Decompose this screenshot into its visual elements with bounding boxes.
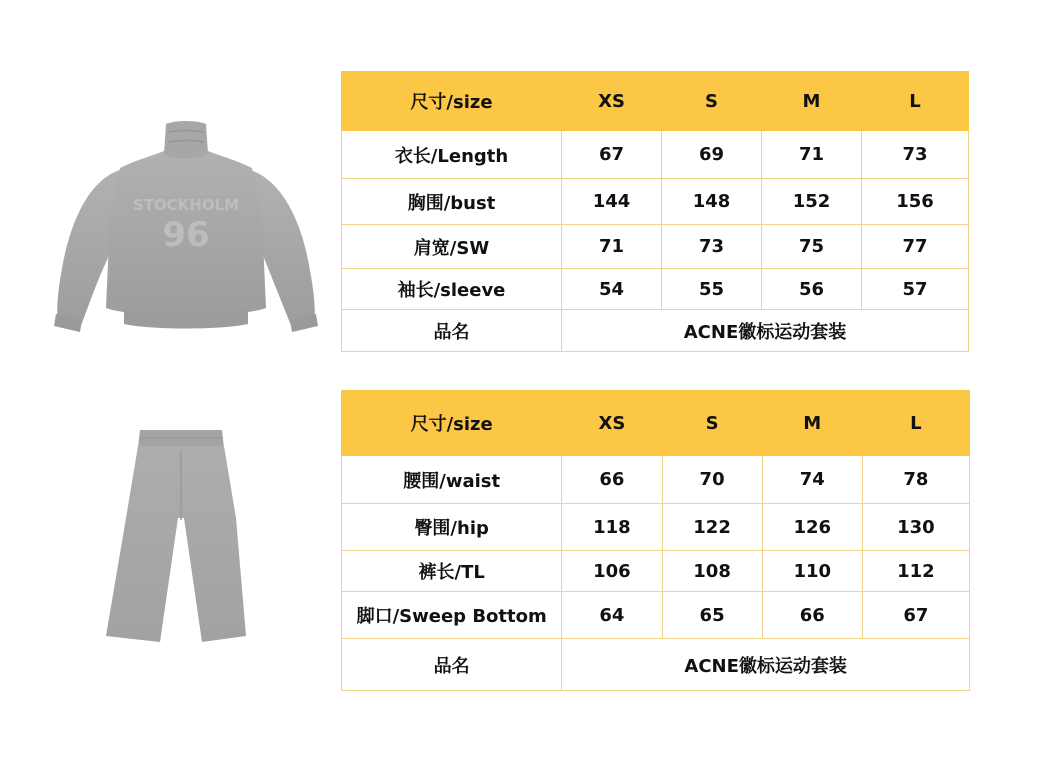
table-cell: 106 xyxy=(562,551,662,592)
row-label: 袖长/sleeve xyxy=(342,269,562,310)
header-cell-s: S xyxy=(662,72,762,131)
row-label: 裤长/TL xyxy=(342,551,562,592)
table-row xyxy=(342,551,970,592)
product-row xyxy=(342,310,969,352)
table-cell: 74 xyxy=(762,456,862,504)
svg-text:STOCKHOLM: STOCKHOLM xyxy=(132,196,240,214)
product-name: ACNE徽标运动套装 xyxy=(562,639,970,691)
table-row xyxy=(342,504,970,551)
table-cell: 64 xyxy=(562,592,662,639)
header-cell-m: M xyxy=(762,391,862,456)
table-row xyxy=(342,456,970,504)
table-cell: 156 xyxy=(862,179,969,225)
table-cell: 152 xyxy=(762,179,862,225)
table-cell: 66 xyxy=(762,592,862,639)
product-label: 品名 xyxy=(342,639,562,691)
table-cell: 112 xyxy=(862,551,969,592)
product-name: ACNE徽标运动套装 xyxy=(562,310,969,352)
header-cell-m: M xyxy=(762,72,862,131)
header-cell-l: L xyxy=(862,72,969,131)
header-cell-s: S xyxy=(662,391,762,456)
header-row xyxy=(342,72,969,131)
header-cell-size: 尺寸/size xyxy=(342,391,562,456)
table-cell: 110 xyxy=(762,551,862,592)
table-cell: 54 xyxy=(562,269,662,310)
table-cell: 71 xyxy=(562,225,662,269)
sweatshirt-image xyxy=(50,118,322,340)
row-label: 衣长/Length xyxy=(342,131,562,179)
row-label: 臀围/hip xyxy=(342,504,562,551)
table-cell: 122 xyxy=(662,504,762,551)
table-row xyxy=(342,131,969,179)
header-cell-size: 尺寸/size xyxy=(342,72,562,131)
pants-image xyxy=(100,428,252,644)
table-cell: 65 xyxy=(662,592,762,639)
table-cell: 148 xyxy=(662,179,762,225)
table-cell: 126 xyxy=(762,504,862,551)
header-cell-xs: XS xyxy=(562,391,662,456)
table-cell: 67 xyxy=(562,131,662,179)
product-label: 品名 xyxy=(342,310,562,352)
table-row xyxy=(342,269,969,310)
table-cell: 77 xyxy=(862,225,969,269)
table-cell: 66 xyxy=(562,456,662,504)
top-size-table xyxy=(341,71,969,352)
table-cell: 75 xyxy=(762,225,862,269)
table-cell: 71 xyxy=(762,131,862,179)
row-label: 胸围/bust xyxy=(342,179,562,225)
table-cell: 56 xyxy=(762,269,862,310)
table-cell: 55 xyxy=(662,269,762,310)
table-cell: 69 xyxy=(662,131,762,179)
table-cell: 144 xyxy=(562,179,662,225)
table-row xyxy=(342,179,969,225)
bottom-size-table xyxy=(341,390,970,691)
table-row xyxy=(342,225,969,269)
table-cell: 73 xyxy=(662,225,762,269)
row-label: 肩宽/SW xyxy=(342,225,562,269)
table-cell: 70 xyxy=(662,456,762,504)
table-cell: 118 xyxy=(562,504,662,551)
header-cell-l: L xyxy=(862,391,969,456)
header-row xyxy=(342,391,970,456)
row-label: 脚口/Sweep Bottom xyxy=(342,592,562,639)
product-row xyxy=(342,639,970,691)
table-cell: 57 xyxy=(862,269,969,310)
table-cell: 67 xyxy=(862,592,969,639)
table-row xyxy=(342,592,970,639)
table-cell: 78 xyxy=(862,456,969,504)
table-cell: 108 xyxy=(662,551,762,592)
table-cell: 130 xyxy=(862,504,969,551)
svg-text:96: 96 xyxy=(162,215,210,255)
row-label: 腰围/waist xyxy=(342,456,562,504)
header-cell-xs: XS xyxy=(562,72,662,131)
table-cell: 73 xyxy=(862,131,969,179)
